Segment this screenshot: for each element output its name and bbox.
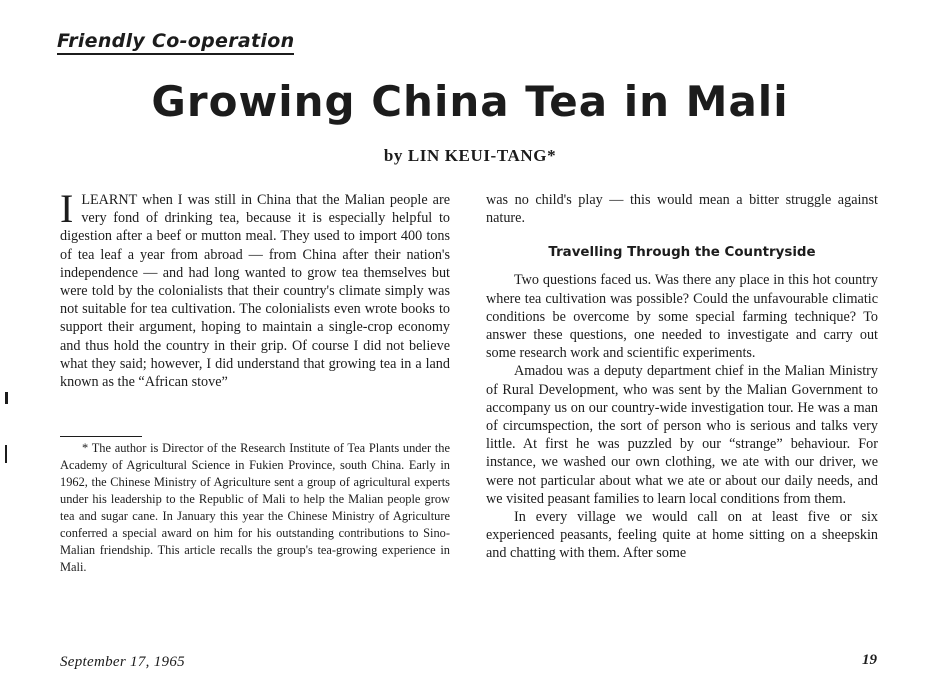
body-paragraph: In every village we would call on at least five or six experienced peasants, feeling quite at home sitting on a sheepskin and chatting with them. After some <box>486 509 878 562</box>
page-number: 19 <box>862 652 877 668</box>
left-column <box>60 186 450 391</box>
opening-paragraph <box>60 186 450 391</box>
footnote-rule <box>60 436 142 437</box>
footnote <box>60 440 450 576</box>
article-byline: by LIN KEUI-TANG* <box>383 146 557 165</box>
opening-paragraph-text: LEARNT when I was still in China that the Malian people are very fond of drinking tea, because it is especially helpful to digestion after a beef or mutton meal. They used to import 400 tons of tea leaf a year from abroad — from China after their nation's independence — and had long wanted to grow tea themselves but were told by the colonialists that their country's climate simply was not suitable for tea cultivation. The colonialists even wrote books to support their argument, hoping to maintain a single-crop economy and thus hold the country in their grip. Of course I did not believe what they said; however, I did understand that growing tea in a land known as the “African stove” <box>60 192 450 391</box>
scan-mark <box>5 392 8 404</box>
drop-cap: I <box>60 186 74 231</box>
subheading: Travelling Through the Countryside <box>548 245 816 261</box>
body-paragraph: Amadou was a deputy department chief in the Malian Ministry of Rural Development, who was sent by the Malian Government to accompany us on our country-wide investigation tour. He was a man of circumspection, the sort of person who is serious and talks very little. At first he was puzzled by our “strange” behaviour. For instance, we washed our own clothing, we ate with our driver, we were not particular about what we ate or about our daily needs, and we visited peasant families to learn local conditions from them. <box>486 363 878 507</box>
issue-date: September 17, 1965 <box>60 654 185 670</box>
body-paragraph: Two questions faced us. Was there any place in this hot country where tea cultivation was possible? Could the unfavourable climatic conditions be overcome by some special farming technique? To answer these questions, one needed to investigate and carry out some research work and scientific experiments. <box>486 272 878 362</box>
scan-mark <box>5 445 7 463</box>
section-label: Friendly Co-operation <box>57 30 294 55</box>
article-title: Growing China Tea in Mali <box>151 77 789 126</box>
right-column <box>486 191 878 563</box>
continuation-paragraph: was no child's play — this would mean a bitter struggle against nature. <box>486 192 878 227</box>
footnote-text: * The author is Director of the Research Institute of Tea Plants under the Academy of Agricultural Science in Fukien Province, south China. Early in 1962, the Chinese Ministry of Agriculture sent a group of agricultural experts under his leadership to the Republic of Mali to help the Malian people grow tea and sugar cane. In January this year the Chinese Ministry of Agriculture conferred a special award on him for his outstanding contributions to Sino-Malian friendship. This article recalls the group's tea-growing experience in Mali. <box>60 441 450 574</box>
